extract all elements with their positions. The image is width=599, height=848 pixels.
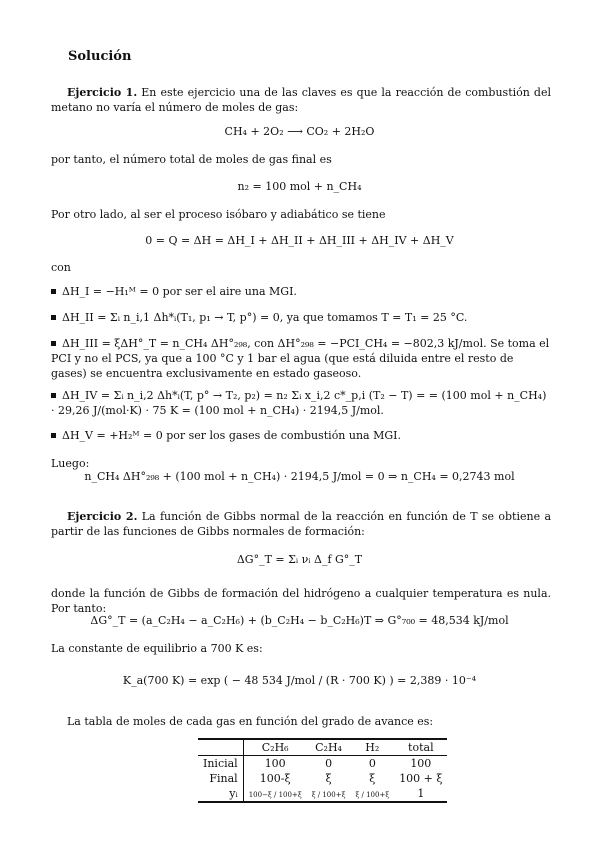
ej1-intro-text: En este ejercicio una de las claves es que la reacción de combustión del metano no varía el número de moles de gas: bbox=[51, 86, 552, 114]
equation-n2: n₂ = 100 mol + n_CH₄ bbox=[237, 180, 362, 193]
equation-reaction: CH₄ + 2O₂ ⟶ CO₂ + 2H₂O bbox=[224, 125, 375, 138]
ej1-label: Ejercicio 1. bbox=[67, 86, 138, 99]
table-header-cell: C₂H₆ bbox=[243, 739, 306, 756]
table-row: Inicial 100 0 0 100 bbox=[198, 756, 447, 772]
text-isobaro: Por otro lado, al ser el proceso isóbaro y adiabático se tiene bbox=[51, 208, 386, 221]
ej1-intro-paragraph bbox=[51, 85, 551, 115]
text-luego: Luego: bbox=[51, 457, 90, 470]
bullet-square-icon bbox=[51, 433, 56, 438]
table-header-cell bbox=[198, 739, 243, 756]
bullet-item: ΔH_II = Σᵢ n_i,1 Δh*ᵢ(T₁, p₁ → T, p°) = 0, ya que tomamos T = T₁ = 25 °C. bbox=[51, 310, 551, 325]
ej2-label: Ejercicio 2. bbox=[67, 510, 138, 523]
bullet-item: ΔH_IV = Σᵢ n_i,2 Δh*ᵢ(T, p° → T₂, p₂) = n₂ Σᵢ x_i,2 c*_p,i (T₂ − T) = = (100 mol + n_CH₄) · 29,26 J/(mol·K) · 75 K = (100 mol + n_CH₄) · 2194,5 J/mol. bbox=[51, 389, 547, 417]
equation-ka: K_a(700 K) = exp ( − 48 534 J/mol / (R · 700 K) ) = 2,389 · 10⁻⁴ bbox=[122, 674, 477, 687]
section-heading: Solución bbox=[68, 49, 132, 64]
equation-result-methane: n_CH₄ ΔH°₂₉₈ + (100 mol + n_CH₄) · 2194,5 J/mol = 0 ⇒ n_CH₄ = 0,2743 mol bbox=[84, 470, 515, 483]
text-tabla: La tabla de moles de cada gas en función del grado de avance es: bbox=[67, 715, 434, 728]
bullet-item: ΔH_III = ξΔH°_T = n_CH₄ ΔH°₂₉₈, con ΔH°₂₉₈ = −PCI_CH₄ = −802,3 kJ/mol. Se toma el PCI y no el PCS, ya que a 100 °C y 1 bar el agua (que está diluida entre el resto de gases) se encuentra exclusivamente en estado gaseoso. bbox=[51, 337, 550, 380]
text-con: con bbox=[51, 261, 71, 274]
ej2-intro-paragraph bbox=[51, 509, 551, 539]
bullet-square-icon bbox=[51, 315, 56, 320]
table-header-cell: H₂ bbox=[350, 739, 394, 756]
bullet-square-icon bbox=[51, 341, 56, 346]
equation-gibbs-sum: ΔG°_T = Σᵢ νᵢ Δ_f G°_T bbox=[236, 553, 363, 566]
equation-energy-balance: 0 = Q = ΔH = ΔH_I + ΔH_II + ΔH_III + ΔH_IV + ΔH_V bbox=[145, 234, 454, 247]
equation-gibbs-linear: ΔG°_T = (a_C₂H₄ − a_C₂H₆) + (b_C₂H₄ − b_C₂H₆)T ⇒ G°₇₀₀ = 48,534 kJ/mol bbox=[90, 614, 509, 627]
text-donde: donde la función de Gibbs de formación del hidrógeno a cualquier temperatura es nula. Por tanto: bbox=[51, 587, 551, 615]
moles-table bbox=[198, 738, 447, 803]
ej2-intro-text: La función de Gibbs normal de la reacción en función de T se obtiene a partir de las funciones de Gibbs normales de formación: bbox=[51, 510, 551, 538]
bullet-item: ΔH_I = −H₁ᴹ = 0 por ser el aire una MGI. bbox=[51, 284, 551, 299]
bullet-item: ΔH_V = +H₂ᴹ = 0 por ser los gases de combustión una MGI. bbox=[51, 428, 551, 443]
bullet-square-icon bbox=[51, 289, 56, 294]
table-header-row bbox=[198, 739, 447, 756]
table-header-cell: C₂H₄ bbox=[307, 739, 351, 756]
text-total-moles: por tanto, el número total de moles de gas final es bbox=[51, 153, 332, 166]
table-row: yᵢ 100−ξ / 100+ξ ξ / 100+ξ ξ / 100+ξ 1 bbox=[198, 786, 447, 802]
table-header-cell: total bbox=[394, 739, 447, 756]
table-row: Final 100-ξ ξ ξ 100 + ξ bbox=[198, 771, 447, 786]
text-constante: La constante de equilibrio a 700 K es: bbox=[51, 642, 263, 655]
bullet-square-icon bbox=[51, 393, 56, 398]
